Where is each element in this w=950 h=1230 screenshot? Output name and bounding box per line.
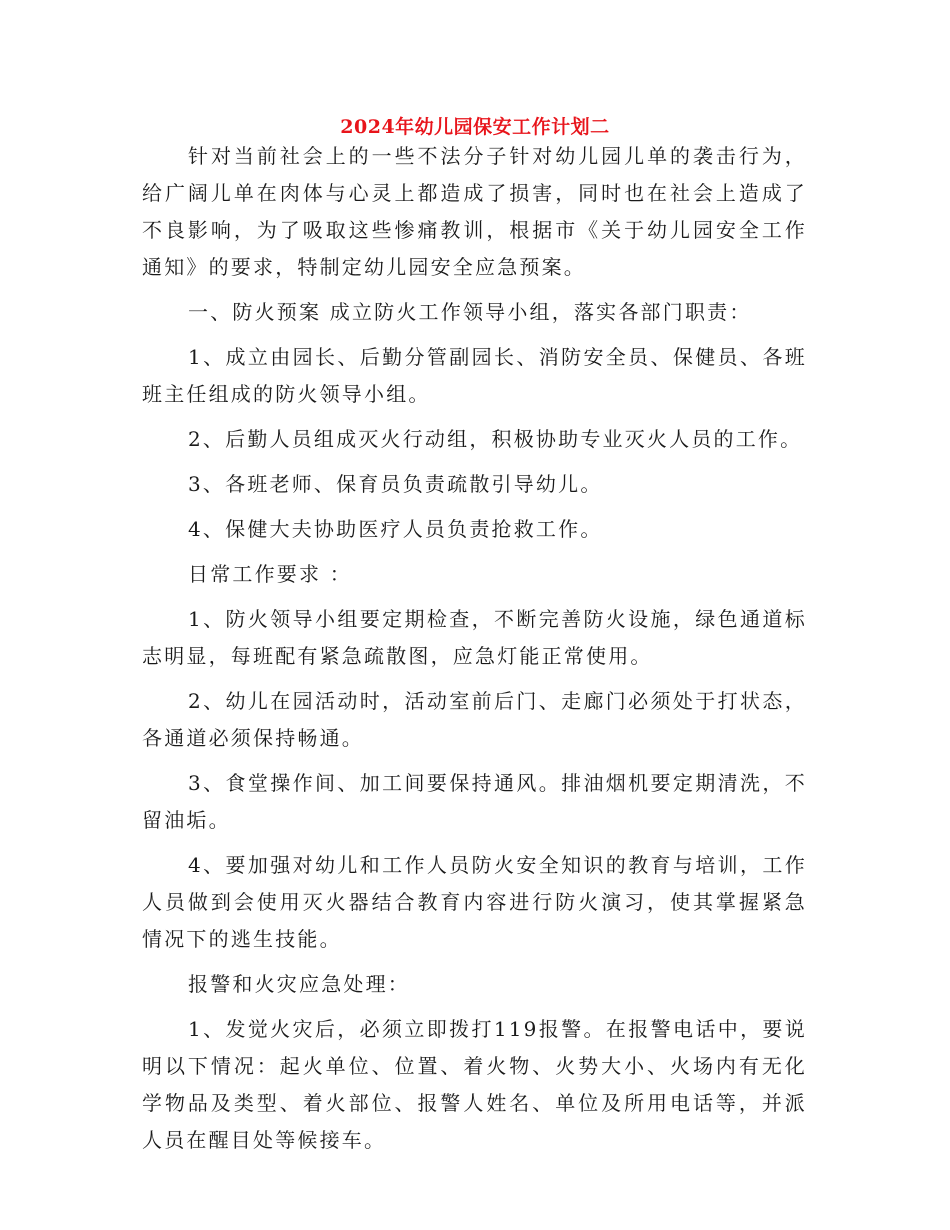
paragraph-daily-requirements-heading: 日常工作要求 ：: [188, 562, 352, 586]
paragraph-item-4: 4、保健大夫协助医疗人员负责抢救工作。: [188, 517, 603, 541]
paragraph-intro: 针对当前社会上的一些不法分子针对幼儿园儿单的袭击行为，给广阔儿单在肉体与心灵上都造成了损害，同时也在社会上造成了不良影响，为了吸取这些惨痛教训，根据市《关于幼儿园安全工作通知》的要求，特制定幼儿园安全应急预案。: [142, 144, 807, 279]
paragraph-daily-1: 1、防火领导小组要定期检查，不断完善防火设施，绿色通道标志明显，每班配有紧急疏散图，应急灯能正常使用。: [142, 607, 807, 668]
paragraph-alarm-1: 1、发觉火灾后，必须立即拨打119报警。在报警电话中，要说明以下情况：起火单位、位置、着火物、火势大小、火场内有无化学物品及类型、着火部位、报警人姓名、单位及所用电话等，并派人员在醒目处等候接车。: [142, 1017, 807, 1152]
document-title: 2024年幼儿园保安工作计划二: [340, 116, 610, 138]
paragraph-daily-4: 4、要加强对幼儿和工作人员防火安全知识的教育与培训，工作人员做到会使用灭火器结合教育内容进行防火演习，使其掌握紧急情况下的逃生技能。: [142, 853, 807, 951]
paragraph-item-2: 2、后勤人员组成灭火行动组，积极协助专业灭火人员的工作。: [188, 427, 803, 451]
paragraph-daily-2: 2、幼儿在园活动时，活动室前后门、走廊门必须处于打状态，各通道必须保持畅通。: [142, 689, 807, 750]
paragraph-alarm-heading: 报警和火灾应急处理：: [188, 972, 410, 996]
paragraph-daily-3: 3、食堂操作间、加工间要保持通风。排油烟机要定期清洗，不留油垢。: [142, 771, 807, 832]
document-body: [142, 138, 807, 1159]
paragraph-fire-plan-heading: 一、防火预案 成立防火工作领导小组，落实各部门职责：: [188, 300, 752, 324]
paragraph-item-3: 3、各班老师、保育员负责疏散引导幼儿。: [188, 472, 603, 496]
paragraph-item-1: 1、成立由园长、后勤分管副园长、消防安全员、保健员、各班班主任组成的防火领导小组。: [142, 345, 807, 406]
